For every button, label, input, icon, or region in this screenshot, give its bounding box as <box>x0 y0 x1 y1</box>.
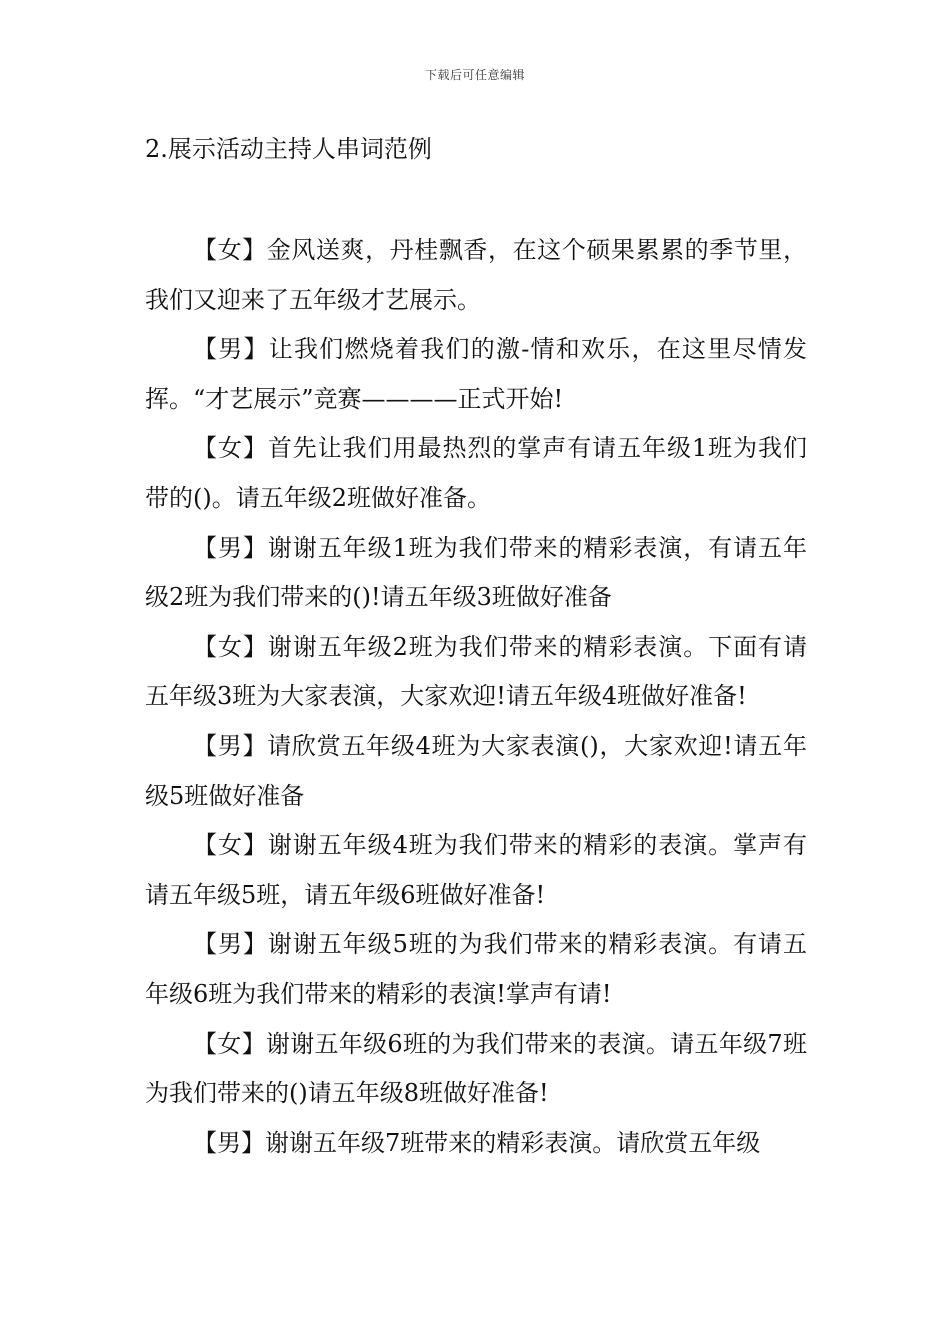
paragraph: 【女】谢谢五年级4班为我们带来的精彩的表演。掌声有请五年级5班，请五年级6班做好准备! <box>145 831 807 909</box>
paragraph: 【女】谢谢五年级2班为我们带来的精彩表演。下面有请五年级3班为大家表演，大家欢迎!请五年级4班做好准备! <box>145 632 807 711</box>
paragraph: 【男】请欣赏五年级4班为大家表演()，大家欢迎!请五年级5班做好准备 <box>145 731 807 810</box>
section-title: 2.展示活动主持人串词范例 <box>145 135 432 163</box>
paragraph: 【男】谢谢五年级1班为我们带来的精彩表演，有请五年级2班为我们带来的()!请五年级3班做好准备 <box>145 533 807 612</box>
header-note: 下载后可任意编辑 <box>424 68 525 82</box>
paragraph: 【女】谢谢五年级6班的为我们带来的表演。请五年级7班为我们带来的()请五年级8班做好准备! <box>145 1029 807 1108</box>
paragraph: 【男】谢谢五年级7班带来的精彩表演。请欣赏五年级 <box>193 1128 761 1157</box>
paragraph: 【女】金风送爽，丹桂飘香，在这个硕果累累的季节里，我们又迎来了五年级才艺展示。 <box>145 236 807 314</box>
paragraph: 【男】让我们燃烧着我们的激-情和欢乐，在这里尽情发挥。“才艺展示”竞赛————正式开始! <box>145 335 807 413</box>
paragraph: 【女】首先让我们用最热烈的掌声有请五年级1班为我们带的()。请五年级2班做好准备。 <box>145 434 807 512</box>
document-body <box>145 226 807 1168</box>
paragraph: 【男】谢谢五年级5班的为我们带来的精彩表演。有请五年级6班为我们带来的精彩的表演!掌声有请! <box>145 930 807 1008</box>
